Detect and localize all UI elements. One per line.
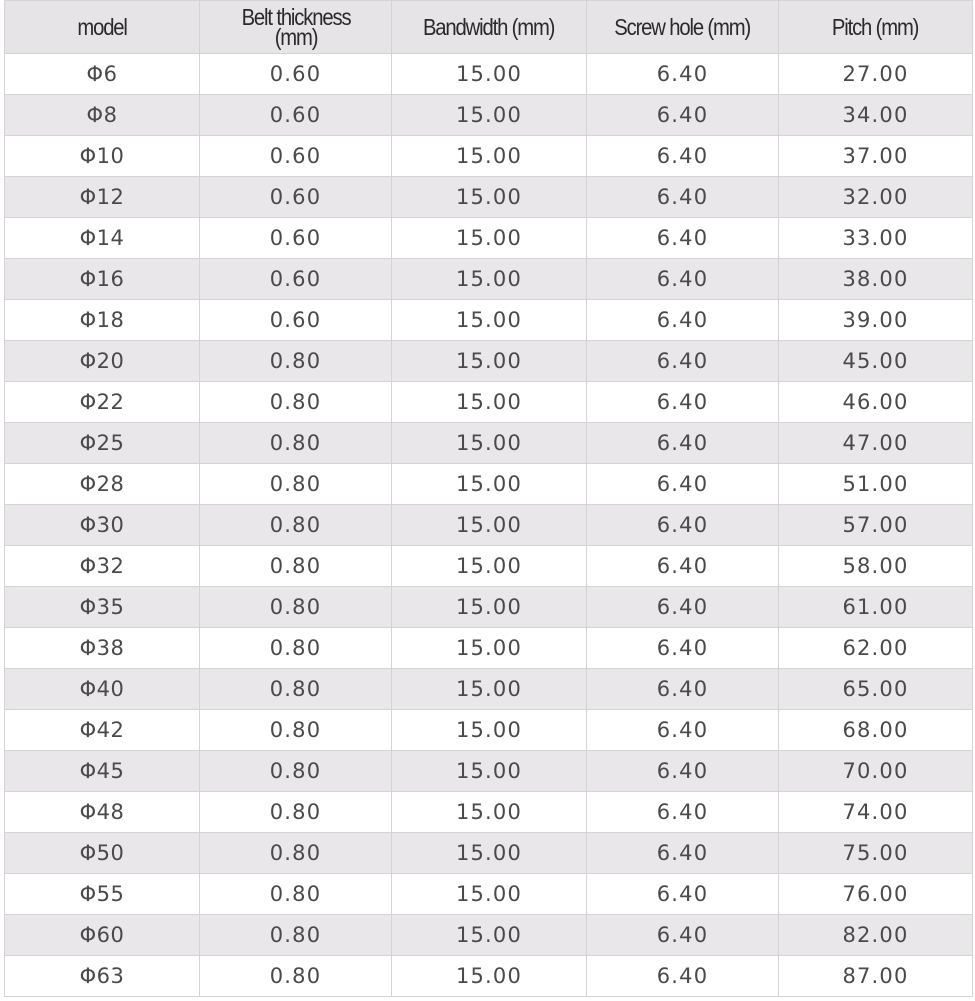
screw-hole-cell: 6.40 bbox=[587, 833, 779, 874]
pitch-cell: 62.00 bbox=[779, 628, 973, 669]
pitch-cell: 87.00 bbox=[779, 956, 973, 997]
belt-thickness-cell: 0.80 bbox=[200, 341, 392, 382]
table-row bbox=[5, 956, 973, 997]
belt-thickness-cell: 0.80 bbox=[200, 792, 392, 833]
model-cell: Φ38 bbox=[5, 628, 200, 669]
table-row bbox=[5, 218, 973, 259]
bandwidth-cell: 15.00 bbox=[392, 177, 587, 218]
model-cell: Φ40 bbox=[5, 669, 200, 710]
header-pitch: Pitch (mm) bbox=[779, 1, 973, 54]
table-row bbox=[5, 874, 973, 915]
screw-hole-cell: 6.40 bbox=[587, 136, 779, 177]
bandwidth-cell: 15.00 bbox=[392, 751, 587, 792]
screw-hole-cell: 6.40 bbox=[587, 874, 779, 915]
screw-hole-cell: 6.40 bbox=[587, 95, 779, 136]
model-cell: Φ18 bbox=[5, 300, 200, 341]
bandwidth-cell: 15.00 bbox=[392, 587, 587, 628]
bandwidth-cell: 15.00 bbox=[392, 710, 587, 751]
model-cell: Φ42 bbox=[5, 710, 200, 751]
bandwidth-cell: 15.00 bbox=[392, 300, 587, 341]
model-cell: Φ60 bbox=[5, 915, 200, 956]
header-bandwidth: Bandwidth (mm) bbox=[392, 1, 587, 54]
bandwidth-cell: 15.00 bbox=[392, 546, 587, 587]
belt-thickness-cell: 0.60 bbox=[200, 259, 392, 300]
bandwidth-cell: 15.00 bbox=[392, 669, 587, 710]
bandwidth-cell: 15.00 bbox=[392, 136, 587, 177]
screw-hole-cell: 6.40 bbox=[587, 505, 779, 546]
pitch-cell: 51.00 bbox=[779, 464, 973, 505]
pitch-cell: 38.00 bbox=[779, 259, 973, 300]
pitch-cell: 46.00 bbox=[779, 382, 973, 423]
screw-hole-cell: 6.40 bbox=[587, 710, 779, 751]
bandwidth-cell: 15.00 bbox=[392, 423, 587, 464]
model-cell: Φ50 bbox=[5, 833, 200, 874]
screw-hole-cell: 6.40 bbox=[587, 464, 779, 505]
table-row bbox=[5, 669, 973, 710]
screw-hole-cell: 6.40 bbox=[587, 751, 779, 792]
pitch-cell: 37.00 bbox=[779, 136, 973, 177]
screw-hole-cell: 6.40 bbox=[587, 423, 779, 464]
model-cell: Φ32 bbox=[5, 546, 200, 587]
bandwidth-cell: 15.00 bbox=[392, 833, 587, 874]
pitch-cell: 27.00 bbox=[779, 54, 973, 95]
bandwidth-cell: 15.00 bbox=[392, 95, 587, 136]
pitch-cell: 34.00 bbox=[779, 95, 973, 136]
belt-thickness-cell: 0.60 bbox=[200, 136, 392, 177]
model-cell: Φ55 bbox=[5, 874, 200, 915]
pitch-cell: 58.00 bbox=[779, 546, 973, 587]
belt-thickness-cell: 0.80 bbox=[200, 710, 392, 751]
pitch-cell: 82.00 bbox=[779, 915, 973, 956]
screw-hole-cell: 6.40 bbox=[587, 177, 779, 218]
header-model: model bbox=[5, 1, 200, 54]
model-cell: Φ14 bbox=[5, 218, 200, 259]
table-row bbox=[5, 259, 973, 300]
table-row bbox=[5, 136, 973, 177]
belt-thickness-cell: 0.60 bbox=[200, 54, 392, 95]
belt-thickness-cell: 0.80 bbox=[200, 833, 392, 874]
belt-thickness-cell: 0.80 bbox=[200, 505, 392, 546]
belt-thickness-cell: 0.80 bbox=[200, 382, 392, 423]
bandwidth-cell: 15.00 bbox=[392, 792, 587, 833]
model-cell: Φ20 bbox=[5, 341, 200, 382]
table-body bbox=[5, 54, 973, 997]
model-cell: Φ45 bbox=[5, 751, 200, 792]
table-row bbox=[5, 751, 973, 792]
screw-hole-cell: 6.40 bbox=[587, 956, 779, 997]
table-row bbox=[5, 505, 973, 546]
belt-thickness-cell: 0.60 bbox=[200, 218, 392, 259]
table-row bbox=[5, 915, 973, 956]
belt-thickness-cell: 0.60 bbox=[200, 95, 392, 136]
table-row bbox=[5, 95, 973, 136]
model-cell: Φ10 bbox=[5, 136, 200, 177]
table-row bbox=[5, 423, 973, 464]
bandwidth-cell: 15.00 bbox=[392, 874, 587, 915]
screw-hole-cell: 6.40 bbox=[587, 300, 779, 341]
model-cell: Φ28 bbox=[5, 464, 200, 505]
belt-thickness-cell: 0.80 bbox=[200, 874, 392, 915]
screw-hole-cell: 6.40 bbox=[587, 259, 779, 300]
bandwidth-cell: 15.00 bbox=[392, 341, 587, 382]
pitch-cell: 65.00 bbox=[779, 669, 973, 710]
screw-hole-cell: 6.40 bbox=[587, 628, 779, 669]
screw-hole-cell: 6.40 bbox=[587, 218, 779, 259]
belt-thickness-cell: 0.60 bbox=[200, 177, 392, 218]
bandwidth-cell: 15.00 bbox=[392, 218, 587, 259]
belt-thickness-cell: 0.80 bbox=[200, 915, 392, 956]
table-row bbox=[5, 546, 973, 587]
model-cell: Φ8 bbox=[5, 95, 200, 136]
bandwidth-cell: 15.00 bbox=[392, 505, 587, 546]
belt-thickness-cell: 0.80 bbox=[200, 751, 392, 792]
belt-thickness-cell: 0.80 bbox=[200, 587, 392, 628]
pitch-cell: 76.00 bbox=[779, 874, 973, 915]
model-cell: Φ25 bbox=[5, 423, 200, 464]
belt-thickness-cell: 0.60 bbox=[200, 300, 392, 341]
pitch-cell: 33.00 bbox=[779, 218, 973, 259]
bandwidth-cell: 15.00 bbox=[392, 464, 587, 505]
bandwidth-cell: 15.00 bbox=[392, 628, 587, 669]
pitch-cell: 75.00 bbox=[779, 833, 973, 874]
header-belt-thickness: Belt thickness (mm) bbox=[200, 1, 392, 54]
model-cell: Φ35 bbox=[5, 587, 200, 628]
table-row bbox=[5, 628, 973, 669]
screw-hole-cell: 6.40 bbox=[587, 915, 779, 956]
pitch-cell: 61.00 bbox=[779, 587, 973, 628]
belt-thickness-cell: 0.80 bbox=[200, 956, 392, 997]
belt-thickness-cell: 0.80 bbox=[200, 669, 392, 710]
table-row bbox=[5, 54, 973, 95]
table-row bbox=[5, 382, 973, 423]
table-row bbox=[5, 587, 973, 628]
table-row bbox=[5, 833, 973, 874]
bandwidth-cell: 15.00 bbox=[392, 259, 587, 300]
header-screw-hole: Screw hole (mm) bbox=[587, 1, 779, 54]
table-row bbox=[5, 177, 973, 218]
belt-thickness-cell: 0.80 bbox=[200, 546, 392, 587]
bandwidth-cell: 15.00 bbox=[392, 915, 587, 956]
screw-hole-cell: 6.40 bbox=[587, 341, 779, 382]
screw-hole-cell: 6.40 bbox=[587, 546, 779, 587]
screw-hole-cell: 6.40 bbox=[587, 792, 779, 833]
table-row bbox=[5, 464, 973, 505]
bandwidth-cell: 15.00 bbox=[392, 956, 587, 997]
table-row bbox=[5, 341, 973, 382]
model-cell: Φ16 bbox=[5, 259, 200, 300]
table-row bbox=[5, 710, 973, 751]
model-cell: Φ48 bbox=[5, 792, 200, 833]
table-header bbox=[5, 1, 973, 54]
model-cell: Φ30 bbox=[5, 505, 200, 546]
model-cell: Φ12 bbox=[5, 177, 200, 218]
pitch-cell: 70.00 bbox=[779, 751, 973, 792]
pitch-cell: 57.00 bbox=[779, 505, 973, 546]
pitch-cell: 45.00 bbox=[779, 341, 973, 382]
screw-hole-cell: 6.40 bbox=[587, 587, 779, 628]
spec-table bbox=[4, 0, 973, 997]
table-row bbox=[5, 792, 973, 833]
pitch-cell: 32.00 bbox=[779, 177, 973, 218]
bandwidth-cell: 15.00 bbox=[392, 382, 587, 423]
belt-thickness-cell: 0.80 bbox=[200, 464, 392, 505]
pitch-cell: 47.00 bbox=[779, 423, 973, 464]
pitch-cell: 68.00 bbox=[779, 710, 973, 751]
screw-hole-cell: 6.40 bbox=[587, 54, 779, 95]
model-cell: Φ6 bbox=[5, 54, 200, 95]
pitch-cell: 39.00 bbox=[779, 300, 973, 341]
screw-hole-cell: 6.40 bbox=[587, 669, 779, 710]
screw-hole-cell: 6.40 bbox=[587, 382, 779, 423]
belt-thickness-cell: 0.80 bbox=[200, 628, 392, 669]
pitch-cell: 74.00 bbox=[779, 792, 973, 833]
belt-thickness-cell: 0.80 bbox=[200, 423, 392, 464]
model-cell: Φ63 bbox=[5, 956, 200, 997]
model-cell: Φ22 bbox=[5, 382, 200, 423]
header-row bbox=[5, 1, 973, 54]
bandwidth-cell: 15.00 bbox=[392, 54, 587, 95]
table-row bbox=[5, 300, 973, 341]
